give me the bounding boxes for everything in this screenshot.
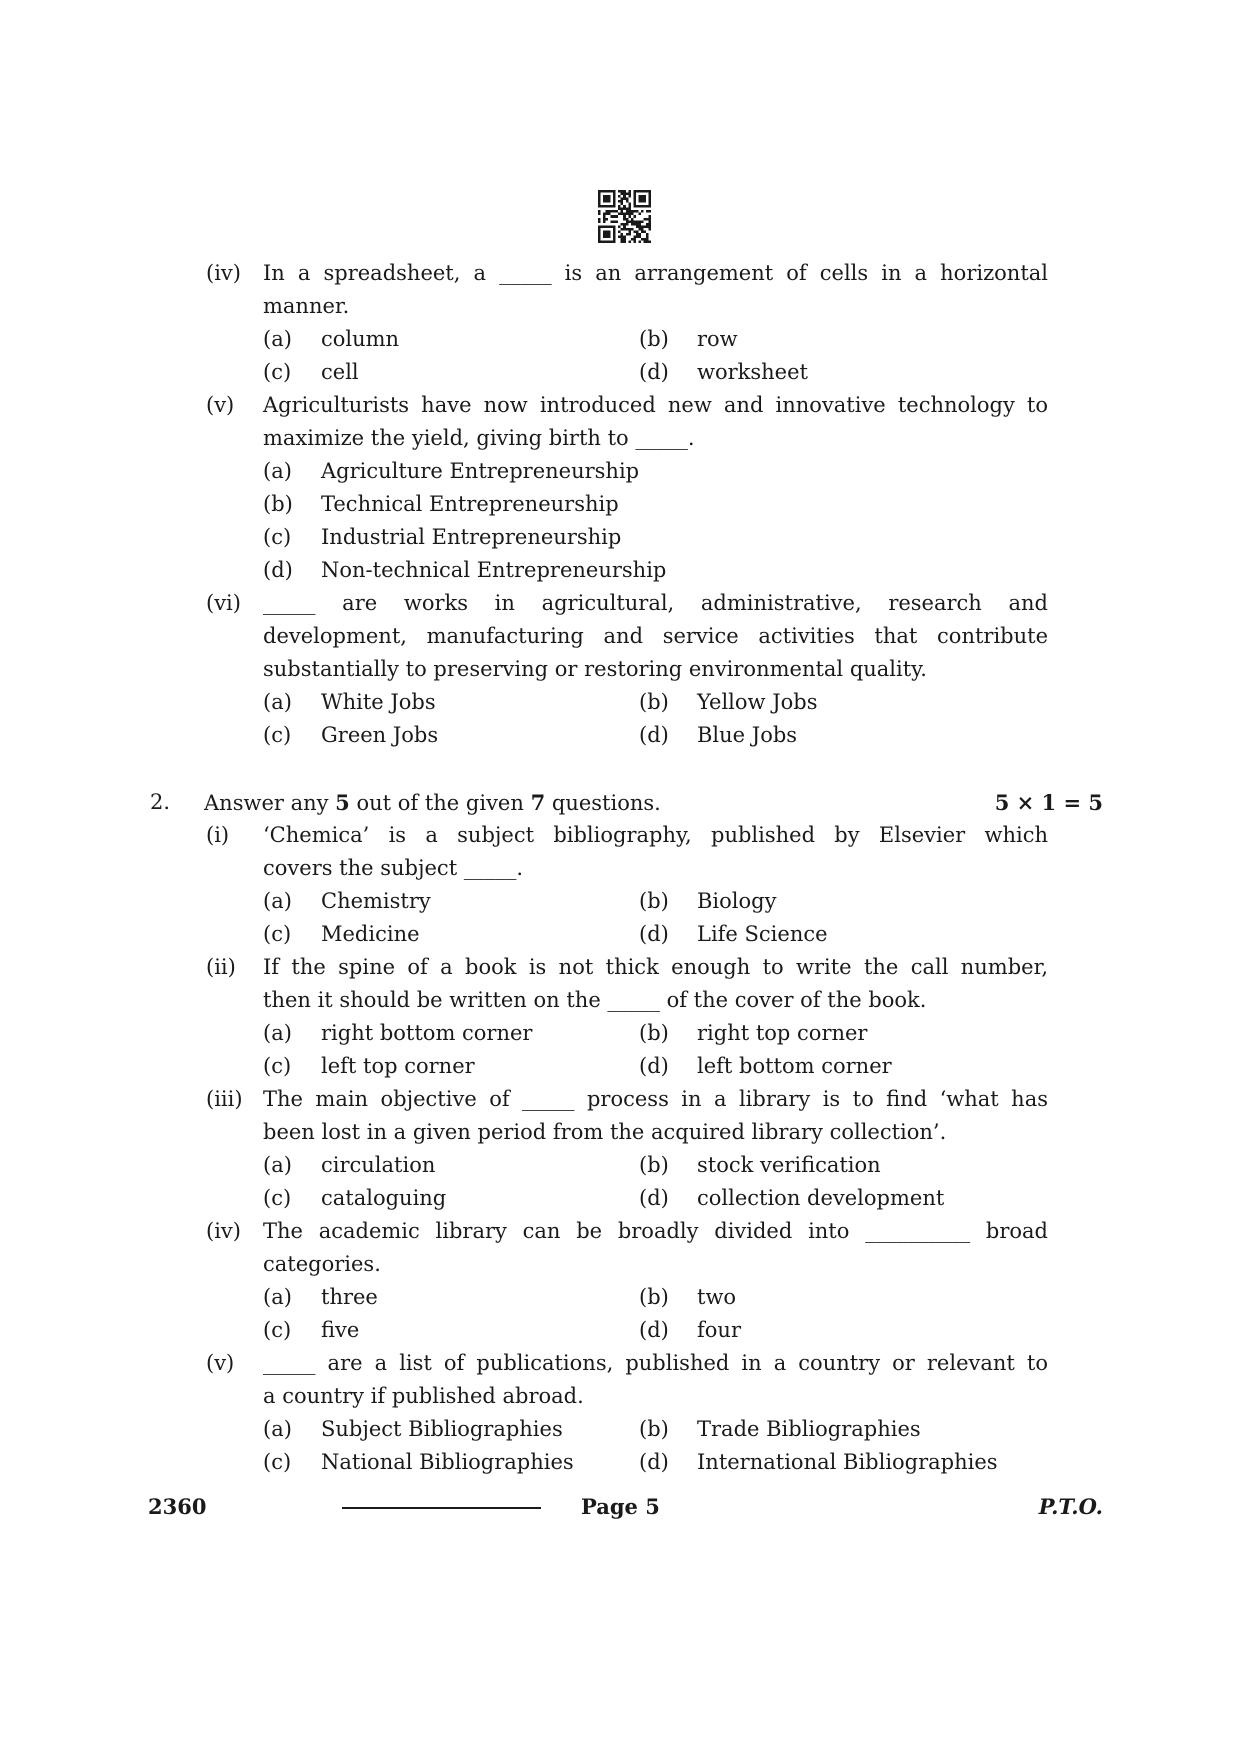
option-d-text: Blue Jobs <box>697 723 798 747</box>
option-b-text: Biology <box>697 889 777 913</box>
option-c-letter: (c) <box>263 1318 292 1342</box>
option-b-letter: (b) <box>639 1417 669 1441</box>
option-d-letter: (d) <box>639 1054 669 1078</box>
instruction-prefix: Answer any <box>204 791 336 815</box>
option-d-letter: (d) <box>639 1186 669 1210</box>
option-c-text: Industrial Entrepreneurship <box>321 525 622 549</box>
option-a-text: three <box>321 1285 378 1309</box>
question-body <box>263 1083 1048 1215</box>
option-row <box>263 521 1048 554</box>
page-number: Page 5 <box>581 1494 660 1519</box>
option-d-letter: (d) <box>639 360 669 384</box>
option-row <box>263 455 1048 488</box>
question-text-line: been lost in a given period from the acquired library collection’. <box>263 1120 947 1144</box>
question-text-line: The main objective of _____ process in a library is to find ‘what has <box>263 1087 1048 1111</box>
question-number: (iv) <box>206 1219 241 1243</box>
question-text-line: If the spine of a book is not thick enough to write the call number, <box>263 955 1048 979</box>
option-c-letter: (c) <box>263 1450 292 1474</box>
option-a-text: column <box>321 327 400 351</box>
question-group-2 <box>150 786 1103 1479</box>
question-2-iv <box>206 1215 1048 1347</box>
question-1-vi <box>206 587 1048 752</box>
option-d-text: Life Science <box>697 922 828 946</box>
option-row <box>263 1182 1048 1215</box>
instruction-middle: out of the given <box>349 791 531 815</box>
option-row <box>263 1446 1048 1479</box>
option-d-letter: (d) <box>639 723 669 747</box>
option-b-text: right top corner <box>697 1021 868 1045</box>
instruction-total-count: 7 <box>530 790 546 815</box>
question-text-line: maximize the yield, giving birth to _____. <box>263 426 695 450</box>
question-text-line: _____ are works in agricultural, administrative, research and <box>263 591 1048 615</box>
option-d-text: Non-technical Entrepreneurship <box>321 558 667 582</box>
option-d-letter: (d) <box>639 1318 669 1342</box>
question-text-line: Agriculturists have now introduced new and innovative technology to <box>263 393 1048 417</box>
option-b-text: Yellow Jobs <box>697 690 818 714</box>
option-a-text: right bottom corner <box>321 1021 533 1045</box>
question-text-line: categories. <box>263 1252 381 1276</box>
option-row <box>263 918 1048 951</box>
option-a-text: Subject Bibliographies <box>321 1417 563 1441</box>
option-b-text: stock verification <box>697 1153 881 1177</box>
question-number: (v) <box>206 393 235 417</box>
option-b-text: Technical Entrepreneurship <box>321 492 619 516</box>
option-c-letter: (c) <box>263 525 292 549</box>
please-turn-over: P.T.O. <box>1038 1494 1103 1519</box>
page-footer <box>0 1490 1241 1523</box>
option-row <box>263 1050 1048 1083</box>
option-c-letter: (c) <box>263 1186 292 1210</box>
option-c-letter: (c) <box>263 922 292 946</box>
section-instruction <box>204 786 995 819</box>
section-number: 2. <box>150 790 171 814</box>
question-text-line: substantially to preserving or restoring environmental quality. <box>263 657 927 681</box>
option-row <box>263 323 1048 356</box>
option-a-letter: (a) <box>263 889 292 913</box>
option-a-letter: (a) <box>263 1285 292 1309</box>
option-b-letter: (b) <box>639 1021 669 1045</box>
option-d-text: collection development <box>697 1186 945 1210</box>
question-1-iv <box>206 257 1048 389</box>
question-text-line: In a spreadsheet, a _____ is an arrangement of cells in a horizontal <box>263 261 1048 285</box>
option-c-text: five <box>321 1318 360 1342</box>
question-2-ii <box>206 951 1048 1083</box>
question-list <box>206 819 1048 1479</box>
option-b-text: row <box>697 327 738 351</box>
option-a-text: White Jobs <box>321 690 436 714</box>
question-text-line: The academic library can be broadly divided into __________ broad <box>263 1219 1048 1243</box>
option-b-letter: (b) <box>639 690 669 714</box>
question-number: (ii) <box>206 955 236 979</box>
option-d-text: left bottom corner <box>697 1054 892 1078</box>
option-b-text: two <box>697 1285 737 1309</box>
question-1-v <box>206 389 1048 587</box>
option-d-text: four <box>697 1318 741 1342</box>
option-b-text: Trade Bibliographies <box>697 1417 921 1441</box>
question-body <box>263 389 1048 587</box>
option-a-text: Agriculture Entrepreneurship <box>321 459 640 483</box>
option-c-text: cell <box>321 360 359 384</box>
option-d-text: International Bibliographies <box>697 1450 998 1474</box>
option-row <box>263 1149 1048 1182</box>
option-c-text: left top corner <box>321 1054 475 1078</box>
paper-code: 2360 <box>148 1494 207 1519</box>
instruction-attempt-count: 5 <box>335 790 350 815</box>
question-2-v <box>206 1347 1048 1479</box>
option-c-text: Medicine <box>321 922 420 946</box>
option-row <box>263 719 1048 752</box>
question-number: (iv) <box>206 261 241 285</box>
option-a-letter: (a) <box>263 1417 292 1441</box>
instruction-suffix: questions. <box>545 791 661 815</box>
option-row <box>263 554 1048 587</box>
question-text-line: development, manufacturing and service activities that contribute <box>263 624 1048 648</box>
section-header <box>150 786 1103 819</box>
option-d-letter: (d) <box>639 1450 669 1474</box>
option-c-letter: (c) <box>263 360 292 384</box>
question-body <box>263 951 1048 1083</box>
question-text-line: manner. <box>263 294 350 318</box>
question-body <box>263 1215 1048 1347</box>
option-a-letter: (a) <box>263 1021 292 1045</box>
question-number: (i) <box>206 823 230 847</box>
option-c-text: National Bibliographies <box>321 1450 574 1474</box>
option-a-letter: (a) <box>263 1153 292 1177</box>
question-text-line: a country if published abroad. <box>263 1384 584 1408</box>
question-text-line: then it should be written on the _____ of the cover of the book. <box>263 988 927 1012</box>
option-row <box>263 885 1048 918</box>
footer-rule <box>342 1507 541 1509</box>
option-c-letter: (c) <box>263 1054 292 1078</box>
option-b-letter: (b) <box>639 327 669 351</box>
option-a-text: circulation <box>321 1153 436 1177</box>
question-number: (vi) <box>206 591 241 615</box>
question-2-i <box>206 819 1048 951</box>
option-b-letter: (b) <box>639 1153 669 1177</box>
question-number: (v) <box>206 1351 235 1375</box>
option-d-letter: (d) <box>639 922 669 946</box>
question-number: (iii) <box>206 1087 243 1111</box>
option-row <box>263 686 1048 719</box>
option-row <box>263 1017 1048 1050</box>
question-body <box>263 1347 1048 1479</box>
option-c-text: cataloguing <box>321 1186 447 1210</box>
option-row <box>263 1281 1048 1314</box>
question-body <box>263 587 1048 752</box>
question-2-iii <box>206 1083 1048 1215</box>
question-group-1-continued <box>206 257 1048 752</box>
question-text-line: covers the subject _____. <box>263 856 523 880</box>
question-body <box>263 257 1048 389</box>
option-row <box>263 1413 1048 1446</box>
question-text-line: ‘Chemica’ is a subject bibliography, published by Elsevier which <box>263 823 1048 847</box>
option-b-letter: (b) <box>639 889 669 913</box>
option-a-letter: (a) <box>263 459 292 483</box>
option-d-text: worksheet <box>697 360 808 384</box>
option-row <box>263 488 1048 521</box>
option-row <box>263 1314 1048 1347</box>
question-body <box>263 819 1048 951</box>
section-marks: 5 × 1 = 5 <box>994 790 1103 815</box>
option-d-letter: (d) <box>263 558 293 582</box>
question-text-line: _____ are a list of publications, published in a country or relevant to <box>263 1351 1048 1375</box>
option-a-letter: (a) <box>263 690 292 714</box>
option-a-text: Chemistry <box>321 889 431 913</box>
option-c-text: Green Jobs <box>321 723 439 747</box>
qr-code <box>598 190 651 243</box>
option-b-letter: (b) <box>639 1285 669 1309</box>
option-c-letter: (c) <box>263 723 292 747</box>
option-a-letter: (a) <box>263 327 292 351</box>
option-row <box>263 356 1048 389</box>
option-b-letter: (b) <box>263 492 293 516</box>
